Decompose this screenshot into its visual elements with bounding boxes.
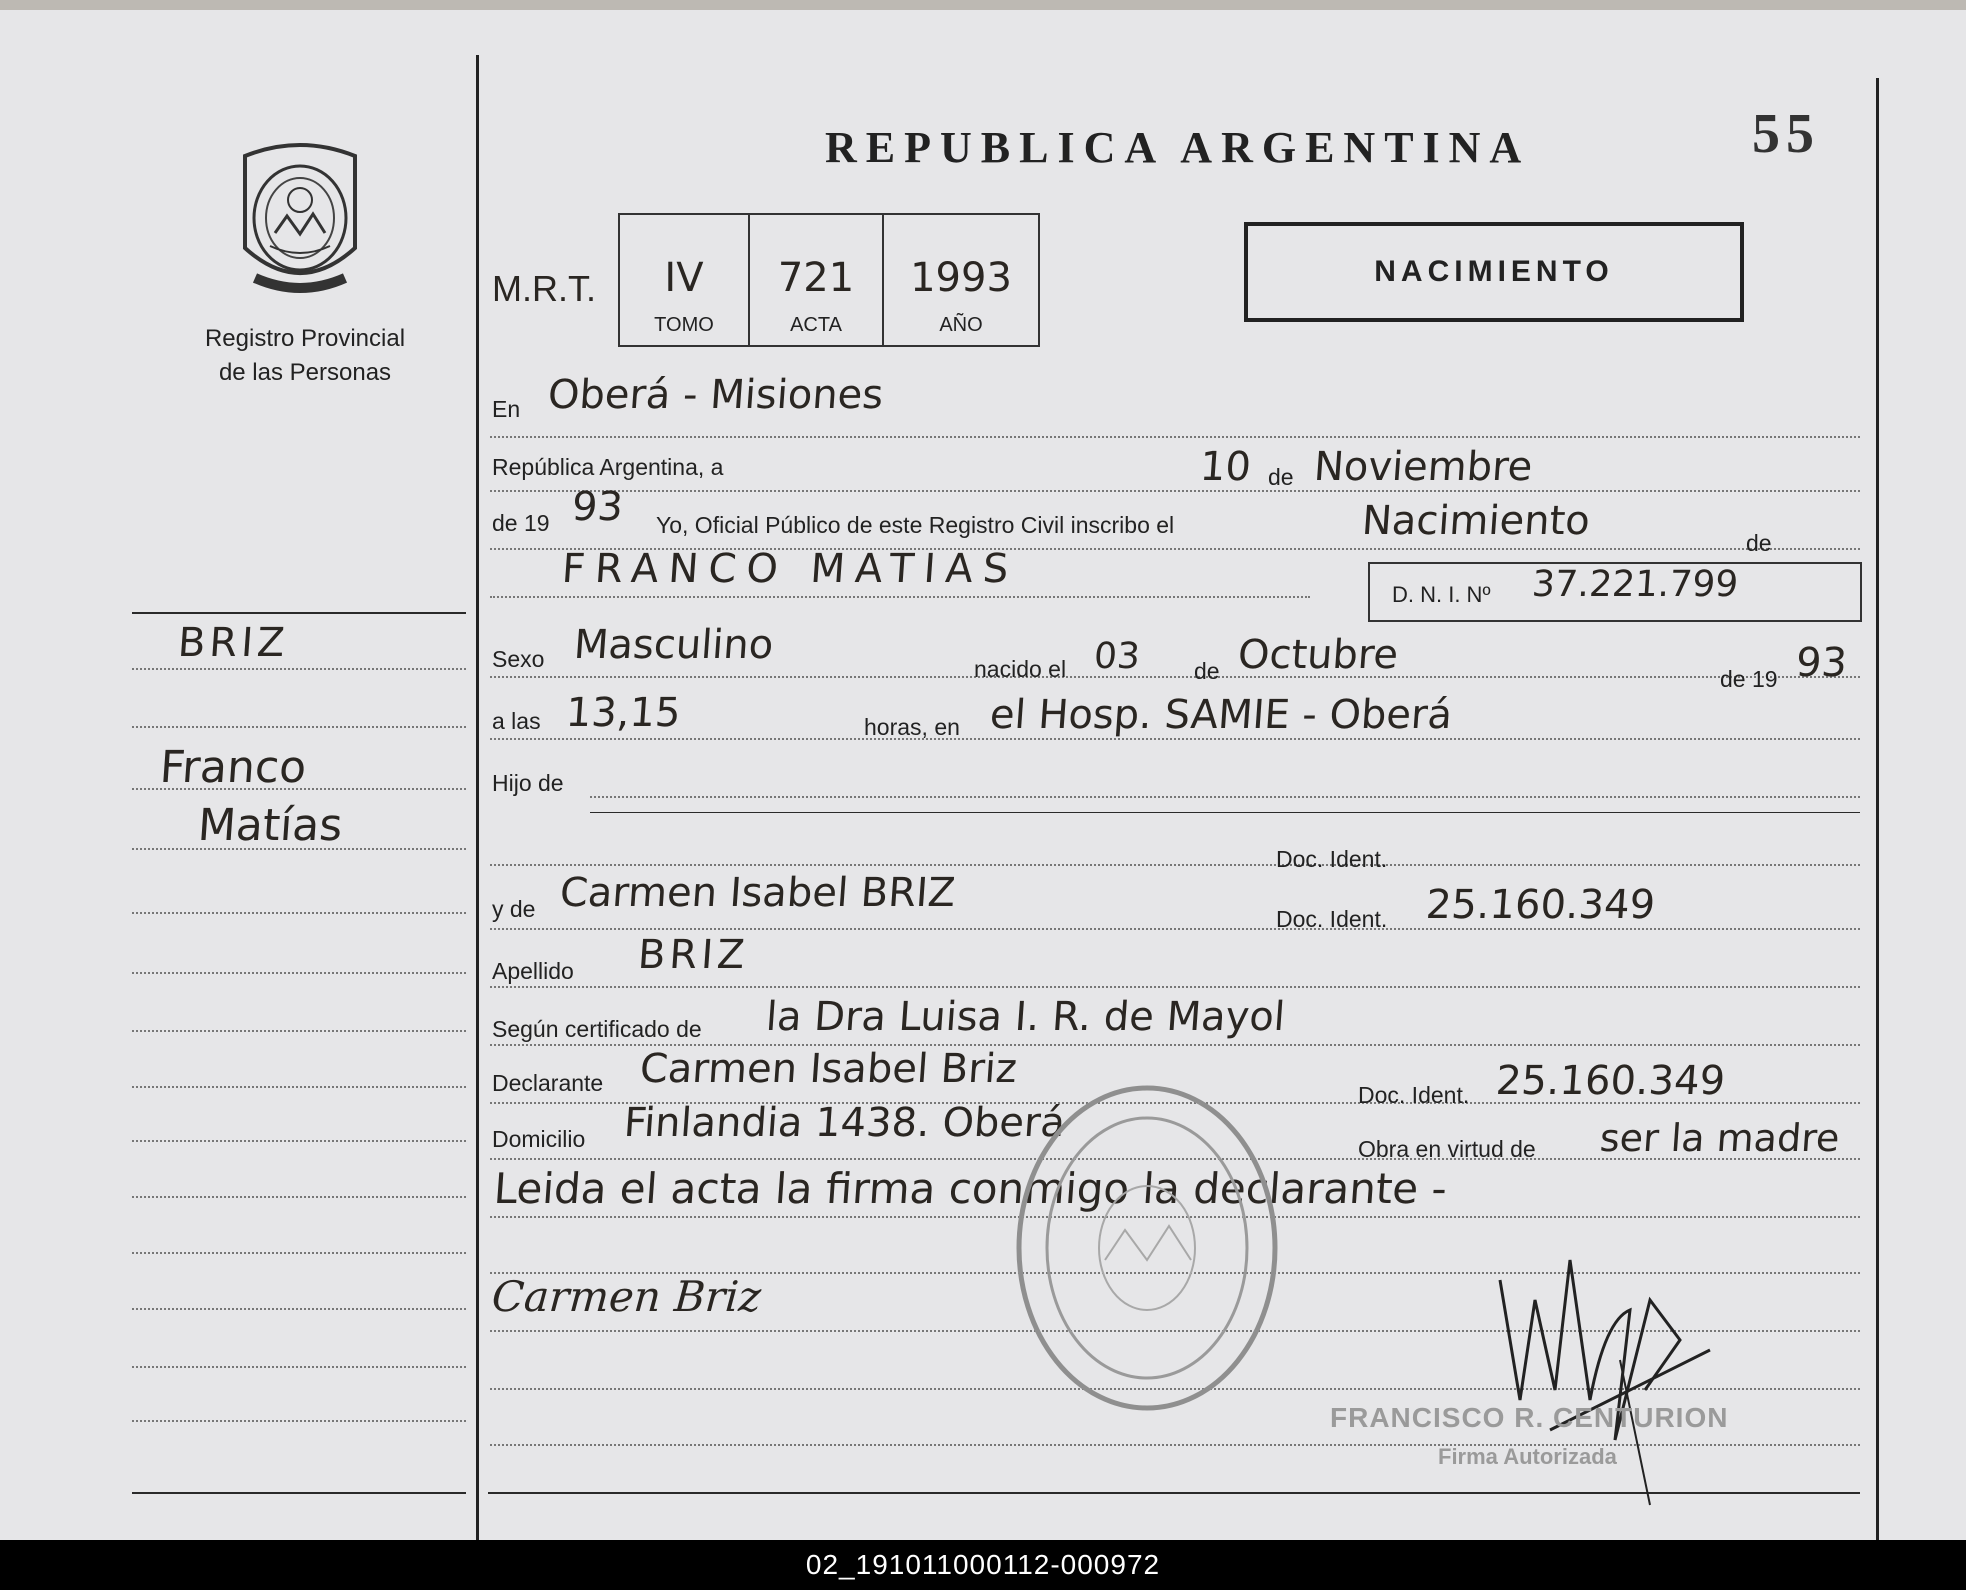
de-label: de bbox=[1268, 464, 1294, 490]
anio-value: 1993 bbox=[910, 255, 1012, 301]
obra-label: Obra en virtud de bbox=[1358, 1136, 1536, 1162]
anio-label: AÑO bbox=[939, 314, 983, 336]
domicilio-label: Domicilio bbox=[492, 1126, 586, 1152]
sexo-label: Sexo bbox=[492, 646, 545, 672]
tomo-value: IV bbox=[664, 255, 704, 301]
margin-line bbox=[132, 668, 466, 670]
tomo-cell bbox=[620, 215, 750, 345]
officer-title: Firma Autorizada bbox=[1438, 1444, 1617, 1469]
registry-line-2: de las Personas bbox=[218, 359, 392, 386]
margin-line bbox=[132, 726, 466, 728]
madre-value: Carmen Isabel BRIZ bbox=[558, 870, 957, 916]
form-line bbox=[490, 928, 1860, 930]
right-border bbox=[1876, 78, 1879, 1540]
declarante-doc-label: Doc. Ident. bbox=[1358, 1082, 1470, 1108]
republica-label: República Argentina, a bbox=[492, 454, 724, 480]
margin-line bbox=[132, 1308, 466, 1310]
yo-label: Yo, Oficial Público de este Registro Civil inscribo el bbox=[656, 512, 1175, 538]
left-column-divider bbox=[476, 55, 479, 1540]
dni-label: D. N. I. Nº bbox=[1392, 582, 1491, 607]
form-line bbox=[590, 796, 1860, 798]
madre-doc-ident-label: Doc. Ident. bbox=[1276, 906, 1388, 932]
de-label-2: de bbox=[1746, 530, 1772, 556]
dni-box bbox=[1368, 562, 1862, 622]
nacido-month: Octubre bbox=[1236, 632, 1400, 678]
name-value: FRANCO MATIAS bbox=[560, 546, 1020, 592]
form-line bbox=[590, 812, 1860, 813]
registry-line-1: Registro Provincial bbox=[204, 325, 406, 352]
margin-line bbox=[132, 1252, 466, 1254]
lugar-value: el Hosp. SAMIE - Oberá bbox=[988, 692, 1454, 738]
mrt-label: M.R.T. bbox=[492, 268, 596, 309]
closing-line: Leida el acta la firma conmigo la declarante - bbox=[492, 1164, 1449, 1213]
apellido-label: Apellido bbox=[492, 958, 574, 984]
acta-label: ACTA bbox=[790, 314, 842, 336]
acta-cell bbox=[750, 215, 884, 345]
officer-name: FRANCISCO R. CENTURION bbox=[1330, 1402, 1729, 1433]
horas-label: horas, en bbox=[864, 714, 960, 740]
provincial-seal-icon bbox=[225, 138, 375, 298]
form-line bbox=[490, 596, 1310, 598]
registry-name bbox=[140, 322, 470, 390]
margin-line bbox=[132, 1140, 466, 1142]
page-title: REPUBLICA ARGENTINA bbox=[825, 123, 1531, 172]
form-line bbox=[490, 986, 1860, 988]
declarante-signature: Carmen Briz bbox=[490, 1272, 763, 1321]
yde-label: y de bbox=[492, 896, 536, 922]
hijo-label: Hijo de bbox=[492, 770, 564, 796]
official-stamp-icon bbox=[1005, 1070, 1290, 1425]
anio-cell bbox=[884, 215, 1038, 345]
segun-label: Según certificado de bbox=[492, 1016, 702, 1042]
de19-label: de 19 bbox=[492, 510, 550, 536]
declarante-doc-value: 25.160.349 bbox=[1494, 1058, 1727, 1104]
sexo-value: Masculino bbox=[572, 622, 775, 668]
page-top-edge bbox=[0, 0, 1966, 10]
form-line bbox=[490, 864, 1860, 866]
margin-surname: BRIZ bbox=[176, 620, 291, 666]
hora-value: 13,15 bbox=[564, 690, 683, 736]
margin-rule-top bbox=[132, 612, 466, 614]
nacido-label: nacido el bbox=[974, 656, 1067, 682]
father-doc-ident-label: Doc. Ident. bbox=[1276, 846, 1388, 872]
form-line bbox=[490, 676, 1860, 678]
margin-names-line-1: Franco bbox=[158, 742, 308, 793]
margin-line bbox=[132, 1086, 466, 1088]
margin-line bbox=[132, 1030, 466, 1032]
madre-doc-value: 25.160.349 bbox=[1424, 882, 1657, 928]
nacido-day: 03 bbox=[1092, 636, 1142, 677]
dni-value: 37.221.799 bbox=[1530, 564, 1740, 605]
domicilio-value: Finlandia 1438. Oberá bbox=[622, 1100, 1067, 1146]
month-value: Noviembre bbox=[1312, 444, 1534, 490]
year-value: 93 bbox=[570, 484, 625, 530]
margin-line bbox=[132, 972, 466, 974]
margin-rule-bottom bbox=[132, 1492, 466, 1494]
de19-label-2: de 19 bbox=[1720, 666, 1778, 692]
page-number: 55 bbox=[1752, 103, 1820, 165]
margin-line bbox=[132, 912, 466, 914]
margin-names-line-2: Matías bbox=[196, 800, 345, 851]
segun-value: la Dra Luisa I. R. de Mayol bbox=[764, 994, 1287, 1040]
nacido-year: 93 bbox=[1794, 640, 1849, 686]
obra-value: ser la madre bbox=[1598, 1116, 1841, 1160]
tomo-label: TOMO bbox=[654, 314, 714, 336]
margin-line bbox=[132, 1420, 466, 1422]
en-label: En bbox=[492, 396, 521, 422]
mrt-box bbox=[618, 213, 1040, 347]
inscribo-value: Nacimiento bbox=[1360, 498, 1592, 544]
de-label-3: de bbox=[1194, 658, 1220, 684]
declarante-value: Carmen Isabel Briz bbox=[638, 1046, 1019, 1092]
declarante-label: Declarante bbox=[492, 1070, 604, 1096]
acta-value: 721 bbox=[777, 255, 855, 301]
apellido-value: BRIZ bbox=[636, 932, 751, 978]
form-line bbox=[490, 436, 1860, 438]
day-value: 10 bbox=[1198, 444, 1253, 490]
margin-line bbox=[132, 1196, 466, 1198]
document-type-box bbox=[1244, 222, 1744, 322]
scan-caption: 02_191011000112-000972 bbox=[0, 1540, 1966, 1590]
alas-label: a las bbox=[492, 708, 541, 734]
document-type: NACIMIENTO bbox=[1374, 255, 1614, 288]
en-value: Oberá - Misiones bbox=[546, 372, 885, 418]
margin-line bbox=[132, 1366, 466, 1368]
form-line bbox=[490, 490, 1860, 492]
form-line bbox=[490, 738, 1860, 740]
